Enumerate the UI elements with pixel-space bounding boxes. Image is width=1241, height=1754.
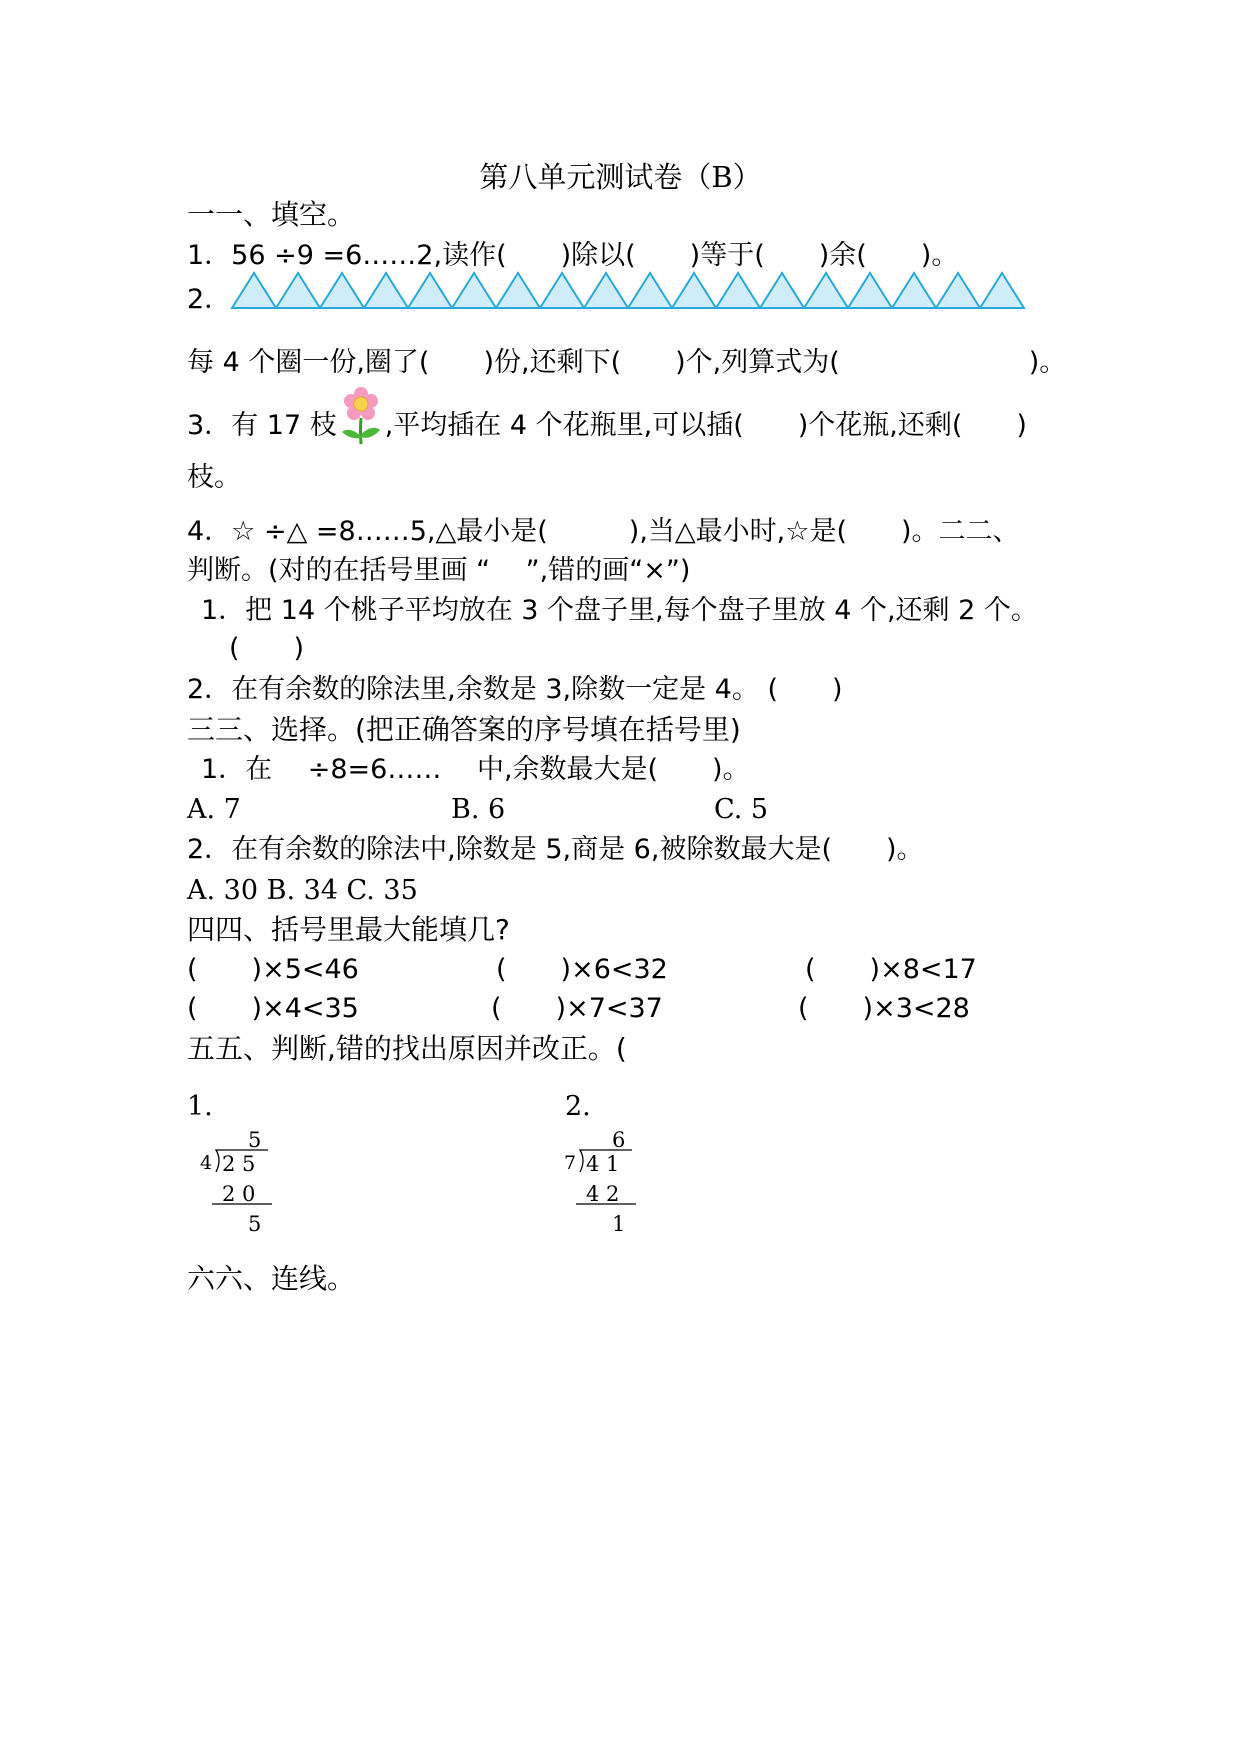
fill-4-6: ( )×3<28 [798,993,970,1024]
triangle-shape [408,273,452,308]
triangle-shape [848,273,892,308]
triangle-shape [364,273,408,308]
section4-heading: 四四、括号里最大能填几? [187,913,510,946]
page-title: 第八单元测试卷（B） [479,160,762,194]
question-1-2-text: 每 4 个圈一份,圈了( )份,还剩下( )个,列算式为( )。 [187,347,1067,378]
division-2-quotient: 6 [612,1128,626,1152]
question-3-2: 2．在有余数的除法中,除数是 5,商是 6,被除数最大是( )。 [187,834,924,865]
question-1-3 [187,409,1027,466]
question-2-2: 2．在有余数的除法里,余数是 3,除数一定是 4。 ( ) [187,674,843,705]
triangle-shape [452,273,496,308]
triangle-shape [760,273,804,308]
triangle-shape [804,273,848,308]
fill-4-2: ( )×6<32 [496,954,668,985]
fill-4-5: ( )×7<37 [491,993,663,1024]
triangle-shape [320,273,364,308]
section2-heading: 判断。(对的在括号里画 “ ”,错的画“×”) [187,555,691,586]
options-3-2: A. 30 B. 34 C. 35 [187,875,418,906]
fill-4-1: ( )×5<46 [187,954,359,985]
division-2-divisor: 7 [564,1152,577,1174]
triangle-shape [276,273,320,308]
division-1-remainder: 5 [248,1212,262,1236]
triangle-shape [540,273,584,308]
division-2-product: 4 2 [586,1182,620,1206]
section1-heading: 一一、填空。 [187,198,356,231]
triangle-row [230,271,1030,311]
section5-heading: 五五、判断,错的找出原因并改正。( [187,1032,627,1065]
question-3-1: 1．在 ÷8=6…… 中,余数最大是( )。 [201,754,750,785]
question-1-3-continuation: 枝。 [187,462,241,493]
question-1-2-number: 2． [187,284,232,315]
long-division-2 [562,1128,652,1238]
long-division-1 [198,1128,288,1238]
question-1-3-after: ,平均插在 4 个花瓶里,可以插( )个花瓶,还剩( ) [384,410,1027,441]
division-1-product: 2 0 [222,1182,256,1206]
division-1-dividend: 2 5 [222,1152,256,1176]
division-2-dividend: 4 1 [586,1152,620,1176]
question-2-1: 1．把 14 个桃子平均放在 3 个盘子里,每个盘子里放 4 个,还剩 2 个。 [201,595,1038,626]
option-3-1-a: A. 7 [187,794,241,825]
division-1-quotient: 5 [248,1128,262,1152]
triangle-shape [584,273,628,308]
section3-heading: 三三、选择。(把正确答案的序号填在括号里) [187,713,741,746]
triangle-shape [628,273,672,308]
option-3-1-b: B. 6 [451,794,506,825]
question-1-3-before: 3．有 17 枝 [187,410,337,441]
division-1-divisor: 4 [200,1152,213,1174]
flower-icon [339,410,383,466]
fill-4-4: ( )×4<35 [187,993,359,1024]
division-1-label: 1. [187,1091,213,1122]
option-3-1-c: C. 5 [714,794,769,825]
division-2-remainder: 1 [612,1212,626,1236]
question-1-4: 4．☆ ÷△ =8……5,△最小是( ),当△最小时,☆是( )。二二、 [187,516,1020,547]
triangle-shape [892,273,936,308]
triangle-shape [716,273,760,308]
fill-4-3: ( )×8<17 [805,954,977,985]
question-2-1-answer-paren: ( ) [229,633,305,664]
triangle-shape [980,273,1024,308]
triangle-shape [936,273,980,308]
triangle-shape [672,273,716,308]
question-1-1: 1．56 ÷9 =6……2,读作( )除以( )等于( )余( )。 [187,240,959,271]
section6-heading: 六六、连线。 [187,1262,356,1295]
triangle-shape [496,273,540,308]
division-2-label: 2. [565,1091,591,1122]
triangle-shape [232,273,276,308]
